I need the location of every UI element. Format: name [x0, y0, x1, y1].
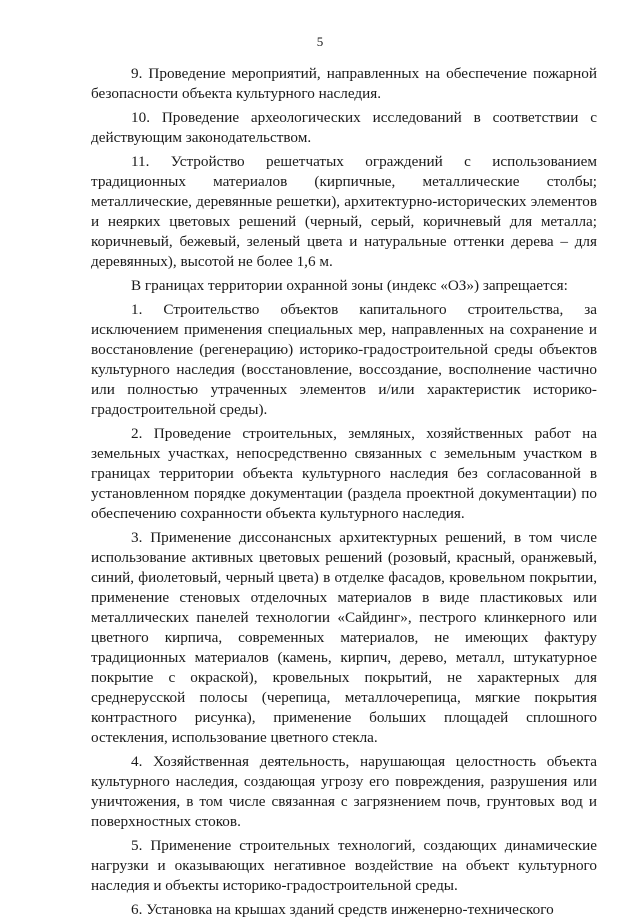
paragraph-item-10: 10. Проведение археологических исследований в соответствии с действующим законодательством. [91, 109, 597, 146]
paragraph-item-9: 9. Проведение мероприятий, направленных на обеспечение пожарной безопасности объекта культурного наследия. [91, 65, 597, 102]
page-number: 5 [316, 34, 324, 49]
paragraph-item-11: 11. Устройство решетчатых ограждений с использованием традиционных материалов (кирпичные, металлические столбы; металлические, деревянные решетки), архитектурно-исторических элементов и неярких цветовых решений (черный, серый, коричневый для металла; коричневый, бежевый, зеленый цвета и натуральные оттенки дерева – для деревянных), высотой не более 1,6 м. [91, 153, 597, 270]
paragraph-prohibition-3: 3. Применение диссонансных архитектурных решений, в том числе использование активных цветовых решений (розовый, красный, оранжевый, синий, фиолетовый, черный цвета) в отделке фасадов, кровельном покрытии, применение стеновых отделочных материалов в виде пластиковых или металлических панелей технологии «Сайдинг», пестрого клинкерного или цветного кирпича, современных материалов, не имеющих фактуру традиционных материалов (камень, кирпич, дерево, металл, штукатурное покрытие с окраской), кровельных покрытий, не характерных для среднерусской полосы (черепица, металлочерепица, мягкие покрытия контрастного рисунка), применение больших площадей сплошного остекления, использование цветного стекла. [91, 529, 597, 746]
paragraph-prohibition-1: 1. Строительство объектов капитального строительства, за исключением применения специальных мер, направленных на сохранение и восстановление (регенерацию) историко-градостроительной среды объектов культурного наследия (восстановление, воссоздание, восполнение частично или полностью утраченных элементов и/или характеристик историко-градостроительной среды). [91, 301, 597, 418]
paragraph-prohibition-4: 4. Хозяйственная деятельность, нарушающая целостность объекта культурного наследия, создающая угрозу его повреждения, разрушения или уничтожения, в том числе связанная с загрязнением почв, грунтовых вод и поверхностных стоков. [91, 753, 597, 830]
paragraph-prohibition-6: 6. Установка на крышах зданий средств инженерно-технического [131, 901, 554, 918]
paragraph-prohibition-5: 5. Применение строительных технологий, создающих динамические нагрузки и оказывающих негативное воздействие на объект культурного наследия и объекты историко-градостроительной среды. [91, 837, 597, 894]
paragraph-prohibition-2: 2. Проведение строительных, земляных, хозяйственных работ на земельных участках, непосредственно связанных с земельным участком в границах территории объекта культурного наследия без согласованной в установленном порядке документации (раздела проектной документации) по обеспечению сохранности объекта культурного наследия. [91, 425, 597, 522]
document-body [91, 64, 597, 920]
paragraph-protection-zone-intro: В границах территории охранной зоны (индекс «ОЗ») запрещается: [131, 277, 568, 294]
